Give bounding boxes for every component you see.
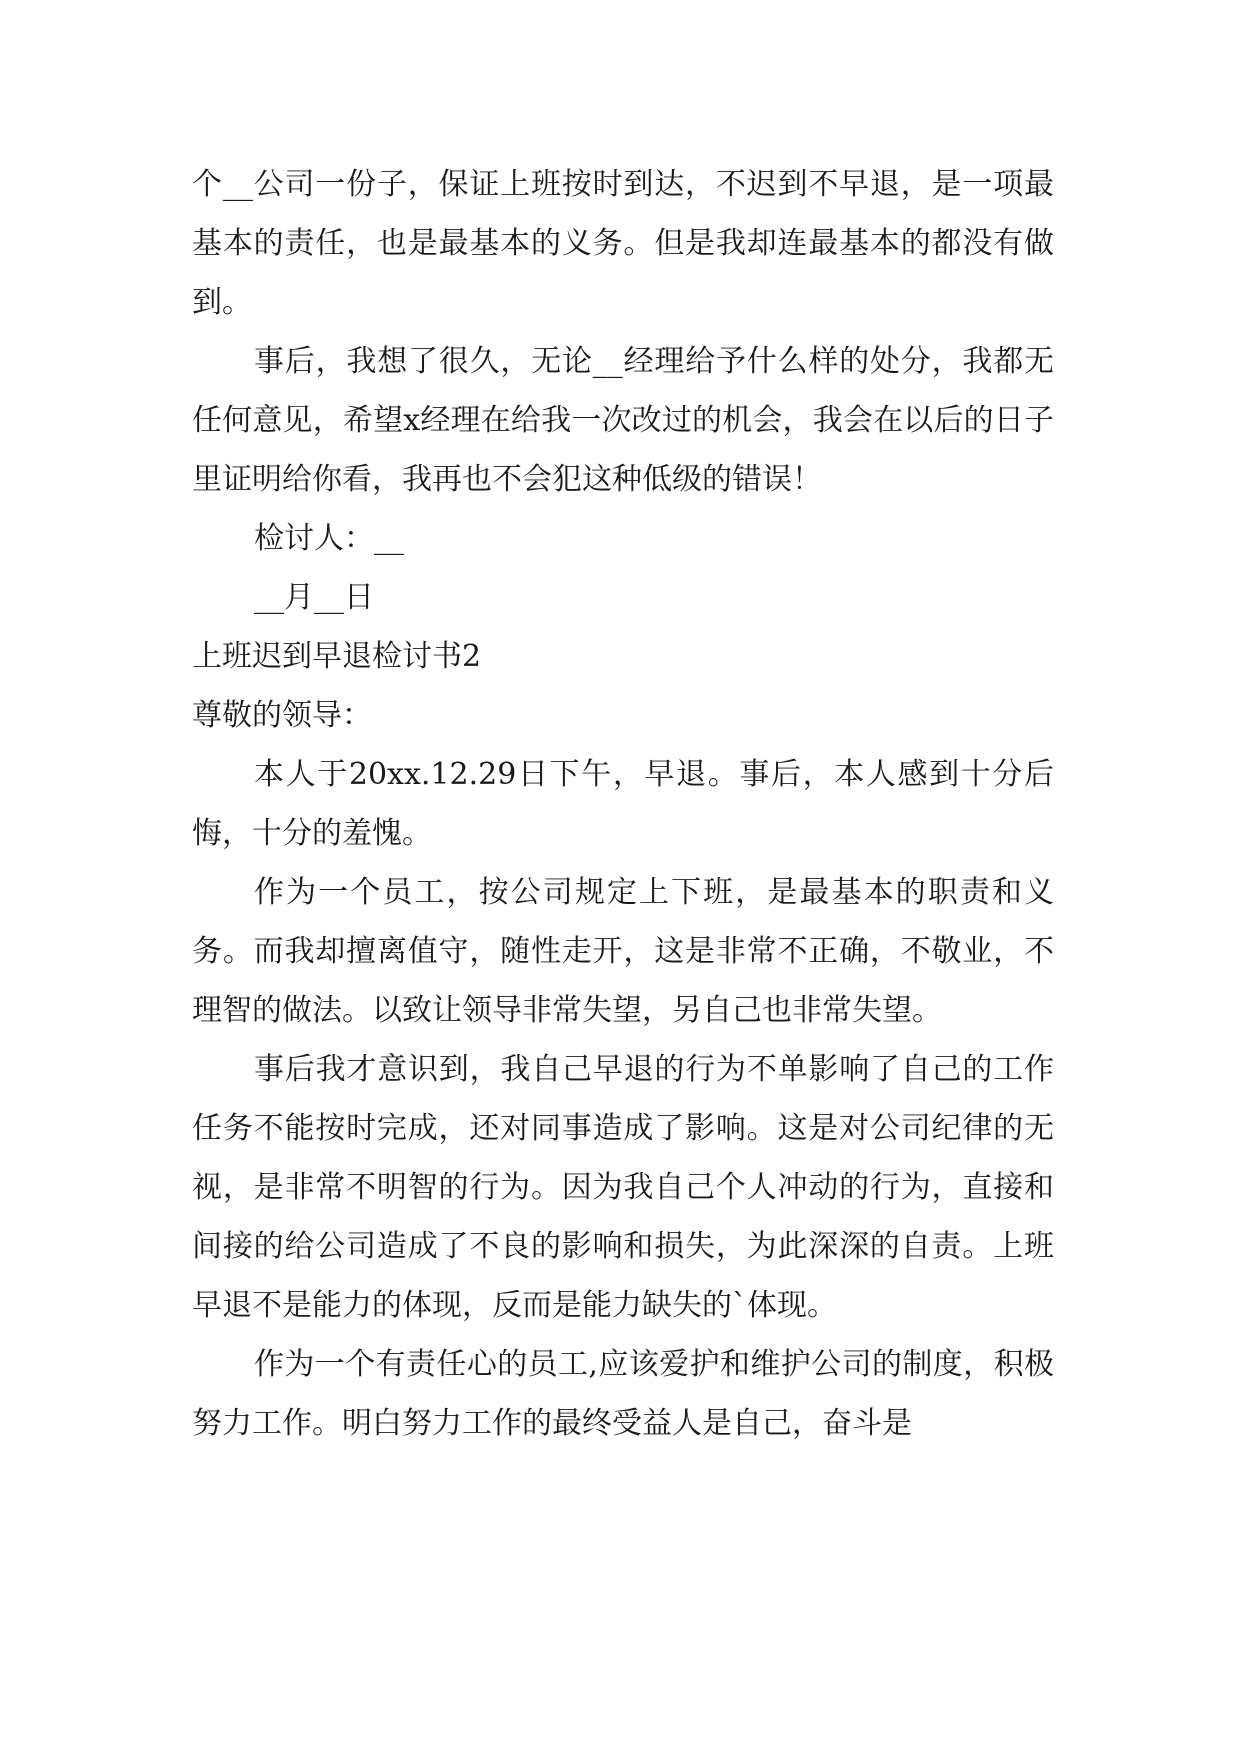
- section-title: 上班迟到早退检讨书2: [192, 639, 482, 674]
- paragraph-continuation: 个__公司一份子，保证上班按时到达，不迟到不早退，是一项最基本的责任，也是最基本的义务。但是我却连最基本的都没有做到。: [192, 167, 1054, 320]
- paragraph-afterwards: 事后，我想了很久，无论__经理给予什么样的处分，我都无任何意见，希望x经理在给我一次改过的机会，我会在以后的日子里证明给你看，我再也不会犯这种低级的错误！: [192, 344, 1054, 497]
- paragraph-realization: 事后我才意识到，我自己早退的行为不单影响了自己的工作任务不能按时完成，还对同事造成了影响。这是对公司纪律的无视，是非常不明智的行为。因为我自己个人冲动的行为，直接和间接的给公司造成了不良的影响和损失，为此深深的自责。上班早退不是能力的体现，反而是能力缺失的`体现。: [192, 1052, 1054, 1323]
- date-line: __月__日: [254, 580, 374, 615]
- document-page: [192, 155, 1054, 1453]
- signature-line: 检讨人：__: [254, 521, 404, 556]
- paragraph-incident: 本人于20xx.12.29日下午，早退。事后，本人感到十分后悔，十分的羞愧。: [192, 757, 1054, 851]
- paragraph-duty: 作为一个员工，按公司规定上下班，是最基本的职责和义务。而我却擅离值守，随性走开，这是非常不正确，不敬业，不理智的做法。以致让领导非常失望，另自己也非常失望。: [192, 875, 1054, 1028]
- salutation: 尊敬的领导：: [192, 698, 372, 733]
- paragraph-responsibility: 作为一个有责任心的员工,应该爱护和维护公司的制度，积极努力工作。明白努力工作的最终受益人是自己，奋斗是: [192, 1347, 1054, 1441]
